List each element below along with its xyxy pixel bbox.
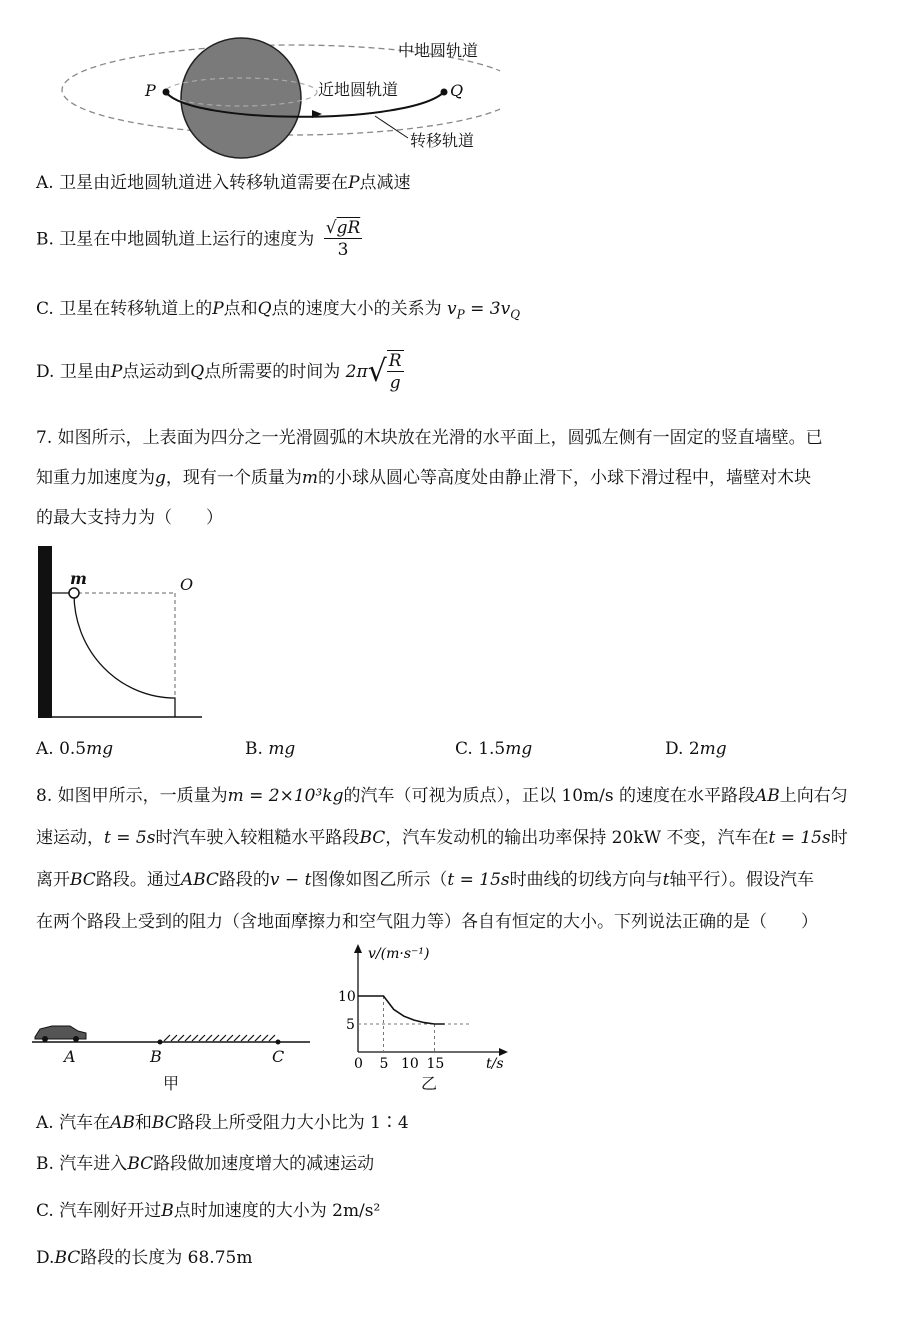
y-tick-10: 10 [338, 989, 356, 1005]
x-tick-10: 10 [401, 1056, 419, 1072]
q8-option-d: D.BC路段的长度为 68.75m [36, 1248, 253, 1268]
q7-option-d: D. 2mg [665, 739, 727, 759]
q7-label-o: O [180, 575, 194, 594]
q6-option-d: D. 卫星由P点运动到Q点所需要的时间为 2π√ $\frac{R}{g}$ [36, 351, 402, 393]
label-near-orbit: 近地圆轨道 [318, 80, 399, 99]
ball [69, 588, 79, 598]
label-q: Q [450, 81, 464, 100]
vt-ticks [338, 989, 444, 1072]
x-tick-0: 0 [354, 1056, 363, 1072]
wall [38, 546, 52, 718]
road-caption: 甲 [163, 1074, 180, 1093]
vt-ylabel: v/(m·s⁻¹) [368, 946, 430, 962]
q8-option-b: B. 汽车进入BC路段做加速度增大的减速运动 [36, 1154, 375, 1174]
vt-chart [330, 940, 520, 1075]
point-c-dot [276, 1040, 281, 1045]
transfer-orbit-leader [375, 116, 408, 138]
q7-figure [30, 540, 220, 725]
q6-d-fraction: $\frac{R}{g}$ [388, 351, 402, 393]
q7-label-m: m [70, 569, 87, 588]
q6-b-fraction: $\frac{√gR}{3}$ [325, 218, 361, 260]
point-q-dot [441, 89, 448, 96]
q7-stem: 7. 如图所示，上表面为四分之一光滑圆弧的木块放在光滑的水平面上，圆弧左侧有一固定的竖直墙壁。已 知重力加速度为g，现有一个质量为m的小球从圆心等高度处由静止滑下，小球下滑过程中，墙壁对木块 的最大支持力为（ ） [36, 428, 823, 528]
x-tick-5: 5 [379, 1056, 389, 1072]
point-p-dot [163, 89, 170, 96]
q7-option-a: A. 0.5mg [36, 739, 114, 759]
x-axis-arrow [499, 1048, 508, 1056]
point-b-dot [158, 1040, 163, 1045]
graph-caption: 乙 [421, 1074, 438, 1093]
road-label-a: A [64, 1047, 76, 1066]
road-label-c: C [272, 1047, 285, 1066]
q8-option-c: C. 汽车刚好开过B点时加速度的大小为 2m/s² [36, 1201, 381, 1221]
road-label-b: B [150, 1047, 162, 1066]
rough-road-hatch [164, 1035, 275, 1041]
vt-guides [358, 996, 470, 1052]
q6-option-a: A. 卫星由近地圆轨道进入转移轨道需要在P点减速 [36, 173, 411, 193]
vt-xlabel: t/s [486, 1056, 504, 1072]
q8-option-a: A. 汽车在AB和BC路段上所受阻力大小比为 1∶4 [36, 1113, 409, 1133]
car-icon [35, 1026, 86, 1042]
q6-option-b: B. 卫星在中地圆轨道上运行的速度为 $\frac{√gR}{3}$ [36, 218, 361, 260]
y-axis-arrow [354, 944, 362, 953]
q7-option-c: C. 1.5mg [455, 739, 533, 759]
label-p: P [145, 81, 156, 100]
x-tick-15: 15 [426, 1056, 445, 1072]
label-mid-orbit: 中地圆轨道 [398, 41, 479, 60]
block-outline [52, 593, 175, 717]
y-tick-5: 5 [346, 1017, 355, 1033]
earth [181, 38, 301, 158]
q7-option-b: B. mg [245, 739, 296, 759]
q6-option-c: C. 卫星在转移轨道上的P点和Q点的速度大小的关系为 $v_P = 3v_Q$ [36, 299, 521, 322]
vt-series-line [358, 996, 445, 1024]
label-transfer-orbit: 转移轨道 [410, 131, 475, 150]
q8-stem: 8. 如图甲所示，一质量为m = 2×10³kg的汽车（可视为质点），正以 10m/s 的速度在水平路段AB上向右匀 速运动，t = 5s时汽车驶入较粗糙水平路段BC，汽车发动机的输出功率保持 20kW 不变，汽车在t = 15s时 离开BC路段。通过ABC路段的v − t图像如图乙所示（t = 15s时曲线的切线方向与t轴平行）。假设汽车 在两个路段上受到的阻力（含地面摩擦力和空气阻力等）各自有恒定的大小。下列说法正确的是（ ） [36, 786, 848, 932]
